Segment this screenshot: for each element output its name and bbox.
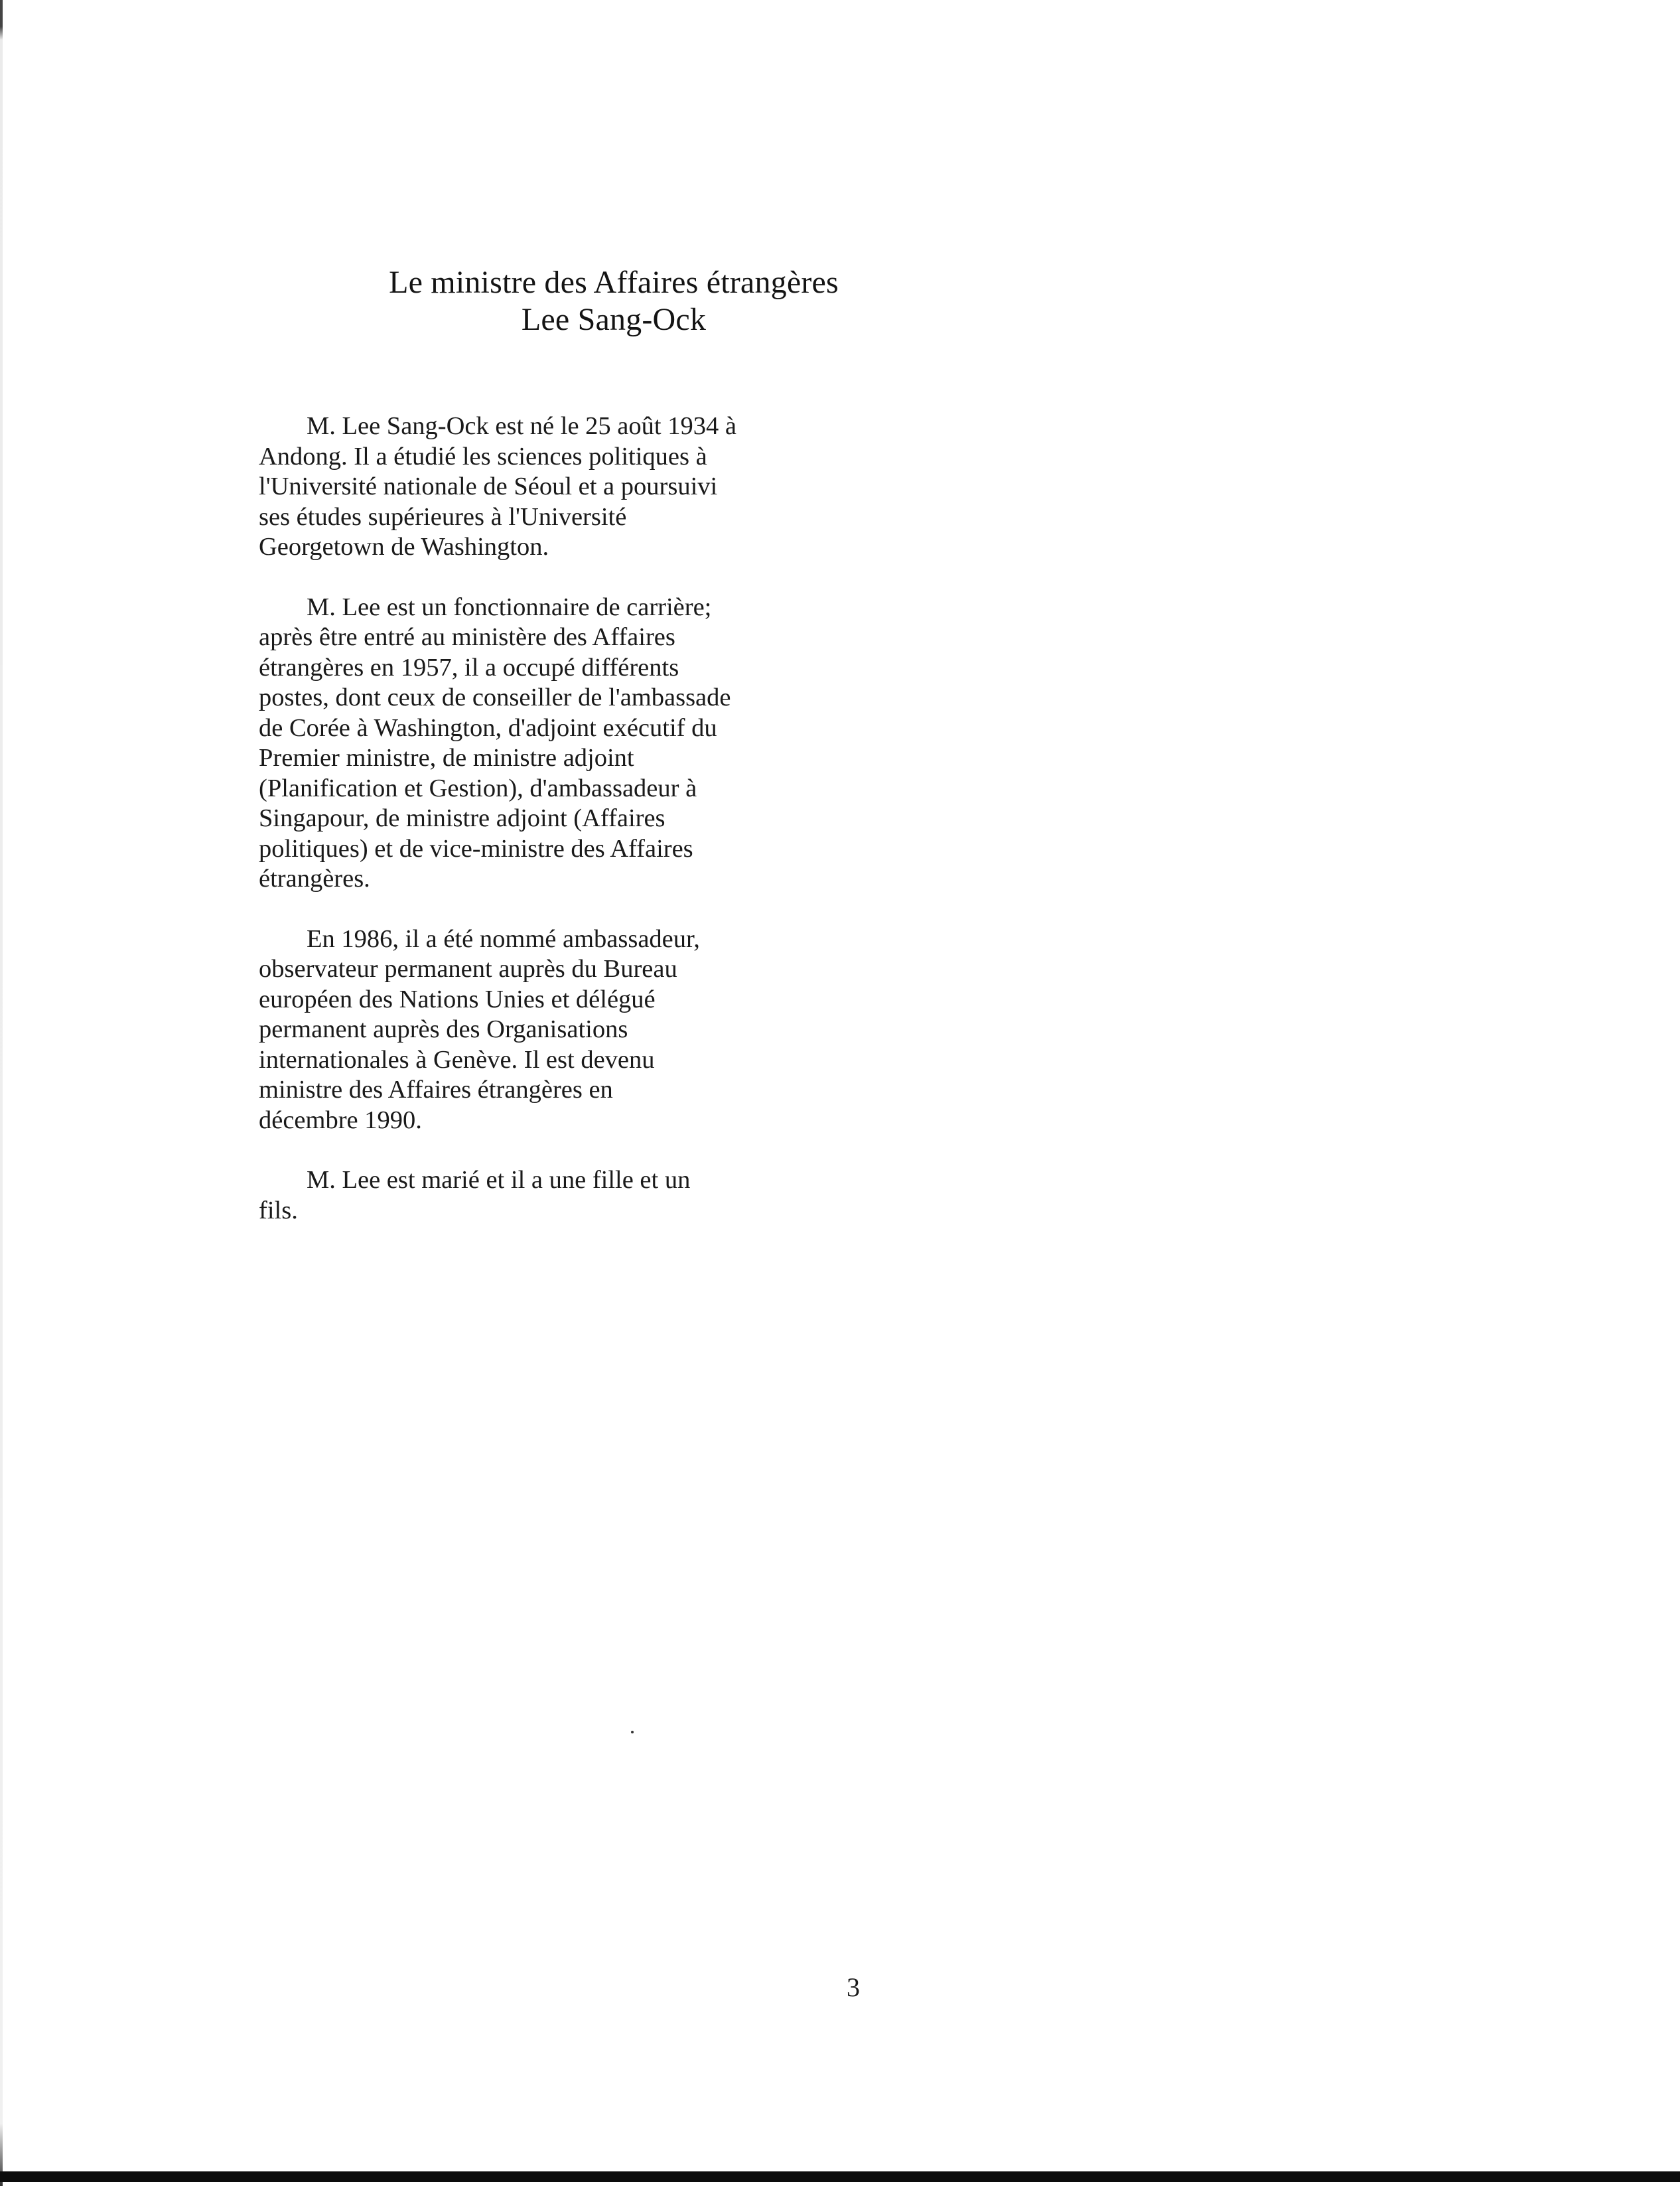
text-line: (Planification et Gestion), d'ambassadeur à bbox=[259, 774, 697, 802]
paragraph bbox=[259, 924, 829, 1136]
text-line: ses études supérieures à l'Université bbox=[259, 502, 627, 531]
paragraph bbox=[259, 411, 829, 563]
text-line: après être entré au ministère des Affaires bbox=[259, 623, 675, 651]
text-line: M. Lee Sang-Ock est né le 25 août 1934 à bbox=[307, 412, 736, 440]
scan-edge-bottom bbox=[0, 2171, 1680, 2182]
title-line: Lee Sang-Ock bbox=[521, 302, 707, 337]
text-line: l'Université nationale de Séoul et a poursuivi bbox=[259, 473, 718, 500]
paragraph bbox=[259, 593, 829, 895]
title-line: Le ministre des Affaires étrangères bbox=[389, 265, 839, 300]
paragraph bbox=[259, 1165, 829, 1226]
text-line: politiques) et de vice-ministre des Affaires bbox=[259, 834, 693, 863]
text-line: décembre 1990. bbox=[259, 1106, 422, 1134]
body-text bbox=[259, 411, 829, 1256]
page-number: 3 bbox=[847, 1972, 860, 2002]
text-line: de Corée à Washington, d'adjoint exécutif du bbox=[259, 713, 717, 742]
text-line: observateur permanent auprès du Bureau bbox=[259, 955, 677, 983]
text-line: postes, dont ceux de conseiller de l'ambassade bbox=[259, 684, 731, 711]
text-line: Georgetown de Washington. bbox=[259, 533, 549, 561]
text-line: étrangères en 1957, il a occupé différents bbox=[259, 653, 679, 682]
text-line: ministre des Affaires étrangères en bbox=[259, 1076, 613, 1104]
text-line: M. Lee est marié et il a une fille et un bbox=[307, 1166, 691, 1194]
text-line: Premier ministre, de ministre adjoint bbox=[259, 744, 634, 772]
text-line: européen des Nations Unies et délégué bbox=[259, 985, 656, 1013]
text-line: En 1986, il a été nommé ambassadeur, bbox=[307, 924, 700, 953]
text-line: fils. bbox=[259, 1196, 298, 1224]
page-title bbox=[239, 264, 989, 338]
text-line: Andong. Il a étudié les sciences politiques à bbox=[259, 442, 707, 471]
text-line: M. Lee est un fonctionnaire de carrière; bbox=[307, 593, 712, 621]
text-line: Singapour, de ministre adjoint (Affaires bbox=[259, 804, 665, 832]
scan-edge-left bbox=[0, 0, 3, 2186]
text-line: étrangères. bbox=[259, 865, 370, 893]
text-line: internationales à Genève. Il est devenu bbox=[259, 1045, 655, 1074]
text-line: permanent auprès des Organisations bbox=[259, 1015, 628, 1043]
scan-speck bbox=[631, 1731, 634, 1733]
